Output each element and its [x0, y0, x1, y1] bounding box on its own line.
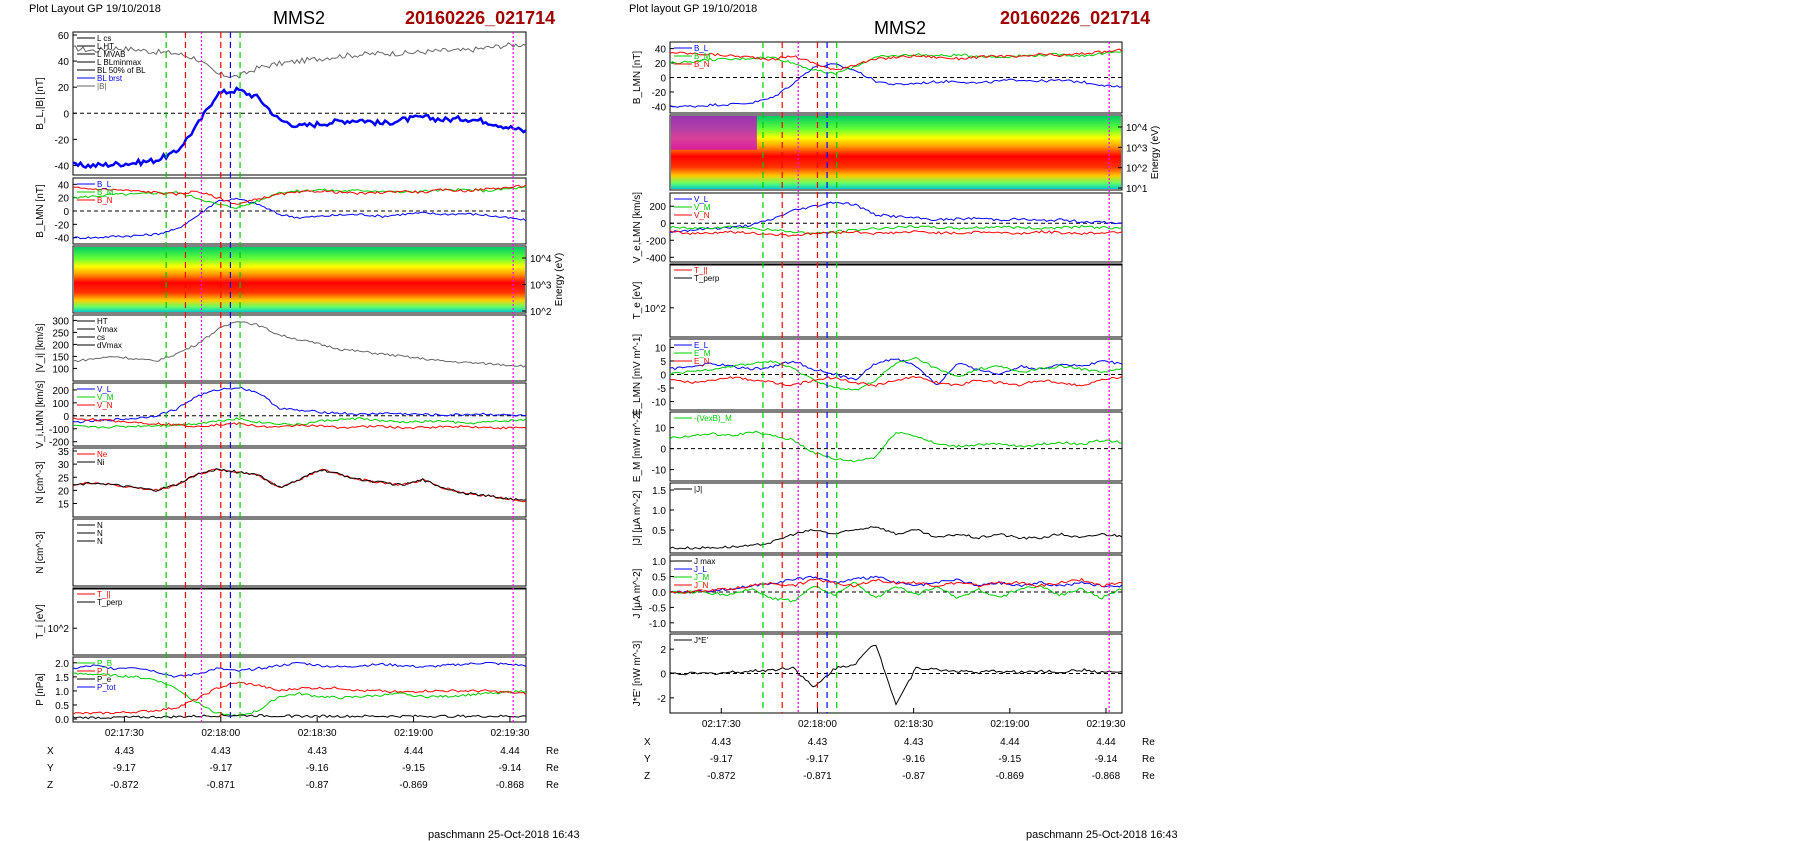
- ephemeris-unit: Re: [546, 763, 559, 774]
- y-axis-label: |J| [μA m^-2]: [632, 490, 643, 546]
- y-tick-label: -0.5: [648, 603, 666, 615]
- y-tick-label: -40: [54, 161, 69, 173]
- subplot-9: [632, 634, 1122, 713]
- y-tick-label: 5: [660, 356, 666, 368]
- subplot-2: [35, 178, 526, 245]
- legend-entry: Vmax: [97, 325, 118, 334]
- left-layout-label: Plot Layout GP 19/10/2018: [29, 3, 161, 15]
- series-line-bl: [73, 198, 526, 238]
- series-line-je: [670, 645, 1122, 704]
- legend-entry: V_N: [694, 211, 710, 220]
- legend-entry: J*E': [694, 636, 708, 645]
- ephemeris-row-label: Y: [47, 763, 54, 774]
- time-tick-label: 02:19:00: [394, 728, 434, 739]
- legend-entry: |J|: [694, 485, 703, 494]
- ephemeris-value: -0.871: [803, 771, 832, 782]
- y-tick-label: 200: [649, 202, 666, 214]
- legend-entry: L cs: [97, 34, 112, 43]
- y-tick-label: 0.0: [652, 587, 666, 599]
- left-event-id: 20160226_021714: [405, 8, 556, 28]
- subplot-frame: [73, 315, 526, 381]
- y-tick-label: -40: [54, 233, 69, 245]
- left-stacked-panels: [35, 31, 565, 726]
- series-line-vl: [73, 387, 526, 422]
- legend-entry: E_N: [694, 357, 710, 366]
- legend-entry: E_M: [694, 349, 711, 358]
- ephemeris-value: -0.868: [495, 780, 525, 791]
- series-line-pi: [73, 682, 526, 714]
- ephemeris-value: -9.16: [305, 763, 329, 774]
- legend-entry: T_perp: [694, 274, 720, 283]
- series-line-pe: [73, 714, 526, 718]
- legend-entry: cs: [97, 333, 105, 342]
- spectrogram-patch: [671, 116, 757, 150]
- y-axis-label: T_e [eV]: [632, 281, 643, 320]
- y-tick-label: 10^2: [530, 307, 552, 318]
- y-axis-label: B_L,|B| [nT]: [35, 77, 46, 130]
- ephemeris-value: -9.17: [806, 754, 829, 765]
- legend-entry: P_B: [97, 659, 113, 668]
- y-tick-label: 1.0: [652, 506, 666, 517]
- subplot-frame: [73, 588, 526, 655]
- legend-entry: -(VexB)_M: [694, 414, 732, 423]
- legend-entry: N: [97, 537, 103, 546]
- subplot-1: [35, 31, 526, 175]
- time-tick-label: 02:19:30: [490, 728, 530, 739]
- subplot-8: [35, 588, 526, 655]
- ephemeris-value: -0.869: [995, 771, 1024, 782]
- legend-entry: B_N: [694, 60, 710, 69]
- y-tick-label: 40: [654, 44, 666, 56]
- subplot-4: [632, 264, 1122, 337]
- series-line-vm: [73, 418, 526, 428]
- y-tick-label: 300: [52, 316, 69, 328]
- y-tick-label: 0.5: [55, 700, 69, 712]
- subplot-2: [670, 115, 1161, 195]
- right-event-id: 20160226_021714: [1000, 8, 1151, 28]
- series-line-bn: [73, 185, 526, 204]
- y-tick-label: -200: [645, 236, 666, 248]
- time-tick-label: 02:18:30: [894, 719, 934, 730]
- y-tick-label: -40: [651, 102, 666, 114]
- y-tick-label: 60: [57, 31, 69, 42]
- subplot-8: [632, 555, 1122, 632]
- right-ephemeris-table: [644, 737, 1155, 782]
- y-tick-label: 200: [52, 340, 69, 352]
- y-tick-label: -5: [657, 384, 666, 396]
- ephemeris-row-label: X: [47, 746, 54, 757]
- subplot-frame: [670, 483, 1122, 553]
- subplot-7: [35, 519, 526, 586]
- y-tick-label: 100: [52, 398, 69, 410]
- y-tick-label: 0: [660, 444, 666, 456]
- series-line-blbrst: [73, 88, 526, 168]
- ephemeris-value: -0.868: [1091, 771, 1121, 782]
- time-tick-label: 02:19:00: [990, 719, 1030, 730]
- legend-entry: dVmax: [97, 341, 122, 350]
- y-tick-label: 0: [660, 219, 666, 231]
- legend-entry: B_L: [694, 44, 709, 53]
- y-axis-label: E_M [mW m^-2]: [632, 410, 643, 483]
- y-tick-label: 1.0: [652, 557, 666, 569]
- ephemeris-value: 4.43: [711, 737, 732, 748]
- ephemeris-value: 4.44: [1096, 737, 1116, 748]
- ephemeris-value: -9.16: [902, 754, 926, 765]
- subplot-9: [35, 657, 526, 726]
- legend-entry: B_M: [97, 188, 114, 197]
- y-tick-label: 0: [63, 411, 69, 423]
- y-tick-label: 10^1: [1126, 184, 1148, 195]
- y-axis-label: T_i [eV]: [35, 604, 46, 639]
- series-line-j: [670, 527, 1122, 550]
- y-tick-label: 250: [52, 328, 69, 340]
- y-tick-label: 10^4: [1126, 123, 1148, 134]
- subplot-7: [632, 483, 1122, 553]
- legend-entry: P_tot: [97, 683, 116, 692]
- legend-entry: L BLminmax: [97, 58, 142, 67]
- y-tick-label: 15: [57, 499, 69, 511]
- ephemeris-value: -0.87: [305, 780, 329, 791]
- legend-entry: N: [97, 529, 103, 538]
- y-axis-label: B_LMN [nT]: [632, 50, 643, 105]
- subplot-1: [632, 42, 1122, 113]
- series-line-ni: [73, 469, 526, 501]
- y-tick-label: -20: [54, 220, 69, 232]
- right-time-axis-labels: [702, 719, 1126, 730]
- ephemeris-value: -9.17: [209, 763, 233, 774]
- time-tick-label: 02:17:30: [104, 728, 144, 739]
- y-tick-label: 10^3: [530, 280, 552, 292]
- y-tick-label: 10: [654, 343, 666, 355]
- ephemeris-row-label: Z: [644, 771, 651, 782]
- y-tick-label: -20: [54, 135, 69, 147]
- y-axis-label: N [cm^-3]: [35, 461, 46, 504]
- y-axis-label: J [μA m^-2]: [632, 568, 643, 619]
- time-tick-label: 02:19:30: [1086, 719, 1126, 730]
- ephemeris-value: 4.44: [1000, 737, 1020, 748]
- ephemeris-value: -9.14: [498, 763, 522, 774]
- y-tick-label: 0.5: [652, 526, 666, 537]
- legend-entry: BL brst: [97, 74, 123, 83]
- y-tick-label: 0.0: [55, 715, 69, 726]
- legend-entry: B_N: [97, 196, 113, 205]
- ephemeris-value: -9.17: [113, 763, 136, 774]
- y-tick-label: 40: [57, 57, 69, 69]
- ephemeris-value: -0.872: [110, 780, 139, 791]
- legend-entry: Ni: [97, 458, 105, 467]
- y-axis-label: |V_i| [km/s]: [35, 323, 46, 373]
- y-axis-label: Energy (eV): [554, 252, 565, 307]
- y-tick-label: -20: [651, 87, 666, 99]
- y-axis-label: J*E' [nW m^-3]: [632, 640, 643, 707]
- legend-entry: J_N: [694, 581, 709, 590]
- legend-entry: P_i: [97, 667, 109, 676]
- ephemeris-value: -9.15: [998, 754, 1022, 765]
- time-tick-label: 02:18:30: [297, 728, 337, 739]
- y-axis-label: V_i,LMN [km/s]: [35, 380, 46, 449]
- y-tick-label: 10^3: [1126, 143, 1148, 155]
- series-line-vexbm: [670, 431, 1122, 461]
- y-tick-label: 1.5: [55, 672, 69, 684]
- y-tick-label: -1.0: [648, 618, 666, 630]
- left-spacecraft-title: MMS2: [273, 8, 326, 28]
- series-line-bn: [670, 49, 1122, 70]
- y-tick-label: 1.5: [652, 486, 666, 497]
- series-line-bm: [73, 187, 526, 208]
- legend-entry: V_M: [97, 393, 114, 402]
- legend-entry: B_L: [97, 180, 112, 189]
- subplot-frame: [73, 657, 526, 722]
- left-ephemeris-table: [47, 746, 559, 791]
- y-tick-label: 10: [654, 423, 666, 435]
- ephemeris-value: 4.43: [307, 746, 327, 757]
- y-tick-label: -400: [645, 253, 666, 265]
- y-tick-label: -10: [651, 397, 666, 409]
- ephemeris-unit: Re: [1142, 754, 1155, 765]
- subplot-frame: [73, 32, 526, 175]
- y-axis-label: P [nPa]: [35, 673, 46, 706]
- ephemeris-row-label: Y: [644, 754, 651, 765]
- y-tick-label: 30: [57, 460, 69, 472]
- series-line-em: [670, 357, 1122, 390]
- legend-entry: E_L: [694, 341, 709, 350]
- left-footer: paschmann 25-Oct-2018 16:43: [428, 829, 580, 841]
- ephemeris-row-label: Z: [47, 780, 54, 791]
- subplot-6: [632, 411, 1122, 483]
- right-footer: paschmann 25-Oct-2018 16:43: [1026, 829, 1178, 841]
- spectrogram-image: [74, 247, 525, 312]
- y-tick-label: 40: [57, 180, 69, 192]
- ephemeris-value: -9.14: [1094, 754, 1118, 765]
- series-line-ptot: [73, 662, 526, 677]
- y-tick-label: 0: [63, 207, 69, 218]
- ephemeris-unit: Re: [1142, 737, 1155, 748]
- series-line-jn: [670, 579, 1122, 594]
- ephemeris-row-label: X: [644, 737, 651, 748]
- ephemeris-value: -0.871: [206, 780, 235, 791]
- ephemeris-value: 4.43: [211, 746, 231, 757]
- series-line-pb: [73, 673, 526, 716]
- y-axis-label: V_e,LMN [km/s]: [632, 191, 643, 264]
- legend-entry: V_L: [97, 385, 112, 394]
- subplot-3: [73, 246, 565, 318]
- y-tick-label: 20: [57, 486, 69, 498]
- series-line-bl: [670, 64, 1122, 108]
- legend-entry: T_perp: [97, 598, 123, 607]
- y-tick-label: 10^2: [1126, 163, 1148, 175]
- subplot-5: [632, 334, 1122, 416]
- y-tick-label: 150: [52, 352, 69, 364]
- subplot-4: [35, 315, 526, 381]
- time-tick-label: 02:18:00: [201, 728, 241, 739]
- y-tick-label: -200: [48, 437, 69, 449]
- ephemeris-value: -9.17: [709, 754, 733, 765]
- legend-entry: J_L: [694, 565, 707, 574]
- y-tick-label: 2.0: [55, 658, 69, 670]
- right-stacked-panels: [632, 42, 1161, 713]
- subplot-frame: [670, 412, 1122, 481]
- legend-entry: P_e: [97, 675, 112, 684]
- legend-entry: V_M: [694, 203, 711, 212]
- ephemeris-value: 4.44: [500, 746, 520, 757]
- y-tick-label: 2: [660, 645, 666, 657]
- y-tick-label: 0: [660, 73, 666, 85]
- right-layout-label: Plot layout GP 19/10/2018: [629, 3, 758, 15]
- legend-entry: T_||: [97, 590, 111, 599]
- y-tick-label: 0: [63, 109, 69, 121]
- ephemeris-value: -0.87: [902, 771, 926, 782]
- y-tick-label: 1.0: [55, 686, 69, 698]
- legend-entry: L MVAB: [97, 50, 126, 59]
- ephemeris-value: -0.869: [399, 780, 428, 791]
- time-tick-label: 02:18:00: [797, 719, 837, 730]
- ephemeris-value: 4.44: [403, 746, 424, 757]
- ephemeris-unit: Re: [1142, 771, 1155, 782]
- y-axis-label: E_LMN [mV m^-1]: [632, 333, 643, 416]
- subplot-frame: [73, 519, 526, 586]
- y-tick-label: 20: [57, 193, 69, 205]
- y-tick-label: 25: [57, 473, 69, 485]
- y-tick-label: 0.5: [652, 572, 666, 584]
- y-tick-label: -100: [48, 424, 69, 436]
- y-tick-label: 100: [52, 364, 69, 376]
- subplot-3: [632, 192, 1122, 265]
- legend-entry: J max: [694, 557, 716, 566]
- y-tick-label: 0: [660, 669, 666, 681]
- legend-entry: L HT: [97, 42, 115, 51]
- legend-entry: |B|: [97, 82, 107, 91]
- subplot-frame: [670, 264, 1122, 337]
- legend-entry: J_M: [694, 573, 710, 582]
- legend-entry: BL 50% of BL: [97, 66, 146, 75]
- ephemeris-value: -0.872: [707, 771, 736, 782]
- y-tick-label: 200: [52, 385, 69, 397]
- subplot-6: [35, 447, 526, 517]
- left-time-axis-labels: [105, 728, 530, 739]
- y-tick-label: 10^4: [530, 254, 552, 265]
- y-tick-label: 20: [654, 59, 666, 71]
- legend-entry: HT: [97, 317, 108, 326]
- y-axis-label: Energy (eV): [1150, 125, 1161, 180]
- y-tick-label: -2: [657, 693, 666, 705]
- y-tick-label: 10^2: [644, 303, 666, 315]
- legend-entry: V_N: [97, 401, 113, 410]
- y-tick-label: -10: [651, 465, 666, 477]
- ephemeris-value: 4.43: [903, 737, 924, 748]
- ephemeris-value: 4.43: [807, 737, 828, 748]
- legend-entry: V_L: [694, 195, 709, 204]
- ephemeris-unit: Re: [546, 746, 559, 757]
- ephemeris-value: -9.15: [402, 763, 425, 774]
- series-line-en: [670, 376, 1122, 386]
- right-spacecraft-title: MMS2: [874, 18, 927, 38]
- ephemeris-unit: Re: [546, 780, 559, 791]
- legend-entry: Ne: [97, 450, 108, 459]
- subplot-frame: [73, 448, 526, 517]
- y-tick-label: 0: [660, 370, 666, 382]
- y-axis-label: N [cm^-3]: [35, 531, 46, 574]
- series-line-vi: [73, 322, 526, 367]
- y-axis-label: B_LMN [nT]: [35, 184, 46, 238]
- series-line-vn: [670, 231, 1122, 237]
- time-tick-label: 02:17:30: [701, 719, 741, 730]
- ephemeris-value: 4.43: [114, 746, 135, 757]
- legend-entry: T_||: [694, 266, 708, 275]
- legend-entry: B_M: [694, 52, 711, 61]
- y-tick-label: 20: [57, 83, 69, 95]
- series-line-ne: [73, 469, 526, 502]
- subplot-5: [35, 380, 526, 448]
- y-tick-label: 10^2: [47, 624, 69, 636]
- y-tick-label: 35: [57, 447, 69, 458]
- legend-entry: N: [97, 521, 103, 530]
